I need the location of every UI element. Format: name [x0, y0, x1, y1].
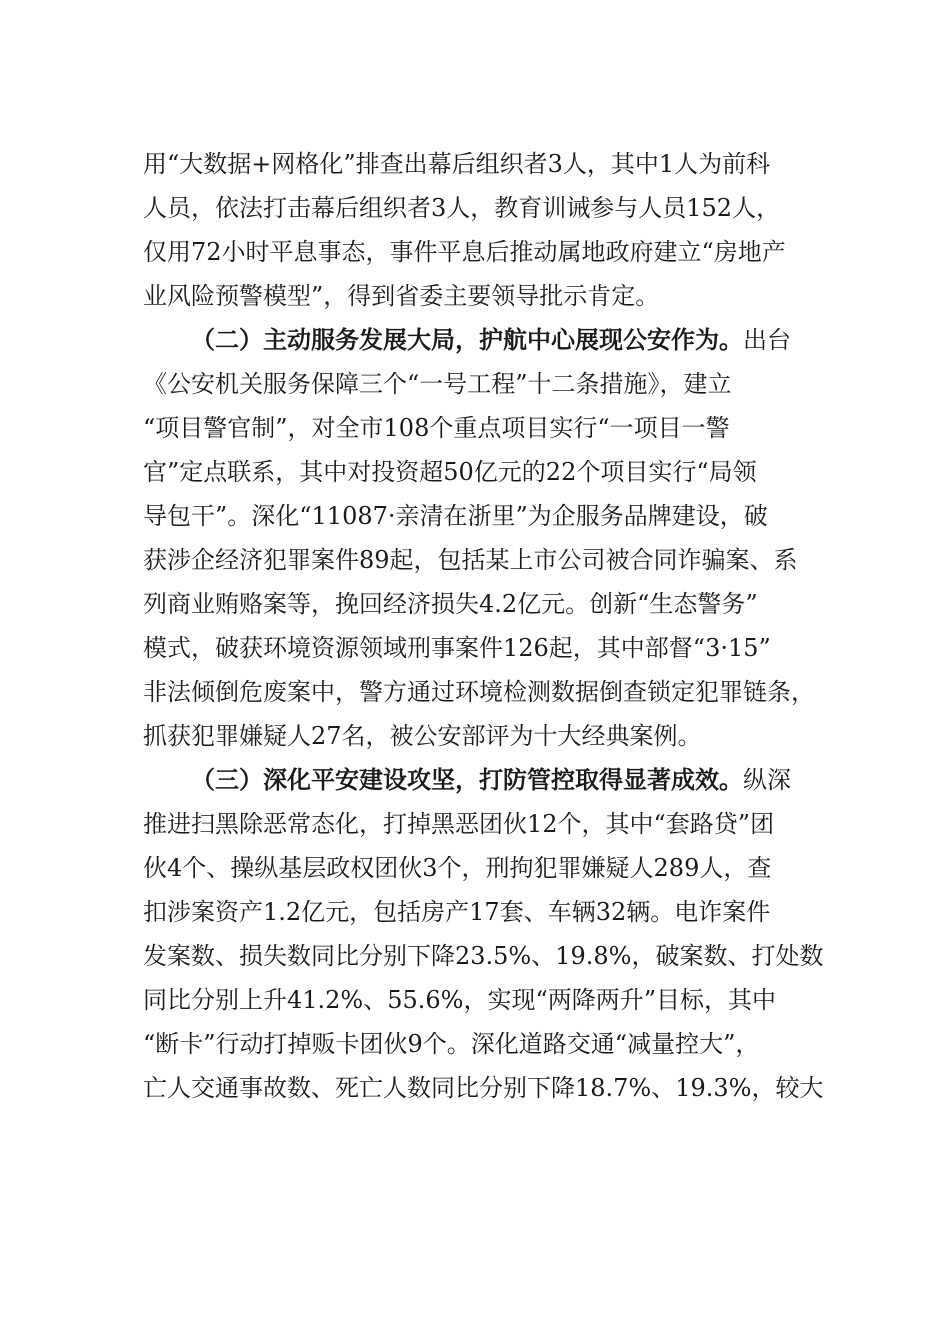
line-text: 《公安机关服务保障三个“一号工程”十二条措施》，建立	[143, 370, 732, 398]
text-line	[143, 582, 823, 626]
line-text: 伙4个、操纵基层政权团伙3个，刑拘犯罪嫌疑人289人，查	[143, 854, 772, 882]
line-text: 官”定点联系，其中对投资超50亿元的22个项目实行“局领	[143, 458, 757, 486]
text-line	[143, 494, 823, 538]
section-heading: （二）主动服务发展大局，护航中心展现公安作为。	[191, 325, 743, 354]
text-line	[143, 406, 823, 450]
text-line	[143, 978, 823, 1022]
text-line	[143, 186, 823, 230]
text-line	[143, 802, 823, 846]
text-line	[143, 626, 823, 670]
line-text: “项目警官制”，对全市108个重点项目实行“一项目一警	[143, 414, 730, 442]
text-line	[143, 758, 823, 802]
line-text: 发案数、损失数同比分别下降23.5%、19.8%，破案数、打处数	[143, 942, 823, 970]
line-text: “断卡”行动打掉贩卡团伙9个。深化道路交通“减量控大”，	[143, 1030, 760, 1058]
line-text: 模式，破获环境资源领域刑事案件126起，其中部督“3·15”	[143, 634, 771, 662]
line-text: 出台	[743, 326, 791, 354]
line-text: 扣涉案资产1.2亿元，包括房产17套、车辆32辆。电诈案件	[143, 898, 771, 926]
section-heading: （三）深化平安建设攻坚，打防管控取得显著成效。	[191, 765, 743, 794]
text-line	[143, 450, 823, 494]
line-text: 用“大数据+网格化”排查出幕后组织者3人，其中1人为前科	[143, 150, 771, 178]
text-line	[143, 230, 823, 274]
text-line	[143, 362, 823, 406]
text-line	[143, 274, 823, 318]
text-line	[143, 934, 823, 978]
text-line	[143, 846, 823, 890]
line-text: 非法倾倒危废案中，警方通过环境检测数据倒查锁定犯罪链条，	[143, 678, 815, 706]
text-line	[143, 890, 823, 934]
text-line	[143, 538, 823, 582]
text-line	[143, 670, 823, 714]
line-text: 导包干”。深化“11087·亲清在浙里”为企服务品牌建设，破	[143, 502, 768, 530]
line-text: 推进扫黑除恶常态化，打掉黑恶团伙12个，其中“套路贷”团	[143, 810, 775, 838]
body-text	[143, 142, 823, 1110]
text-line	[143, 318, 823, 362]
line-text: 业风险预警模型”，得到省委主要领导批示肯定。	[143, 282, 660, 310]
line-text: 列商业贿赂案等，挽回经济损失4.2亿元。创新“生态警务”	[143, 590, 758, 618]
line-text: 人员，依法打击幕后组织者3人，教育训诫参与人员152人，	[143, 194, 781, 222]
line-text: 获涉企经济犯罪案件89起，包括某上市公司被合同诈骗案、系	[143, 546, 798, 574]
line-text: 仅用72小时平息事态，事件平息后推动属地政府建立“房地产	[143, 238, 786, 266]
line-text: 纵深	[743, 766, 791, 794]
line-text: 同比分别上升41.2%、55.6%，实现“两降两升”目标，其中	[143, 986, 777, 1014]
line-text: 抓获犯罪嫌疑人27名，被公安部评为十大经典案例。	[143, 722, 702, 750]
text-line	[143, 1066, 823, 1110]
text-line	[143, 142, 823, 186]
text-line	[143, 1022, 823, 1066]
text-line	[143, 714, 823, 758]
line-text: 亡人交通事故数、死亡人数同比分别下降18.7%、19.3%，较大	[143, 1074, 823, 1102]
